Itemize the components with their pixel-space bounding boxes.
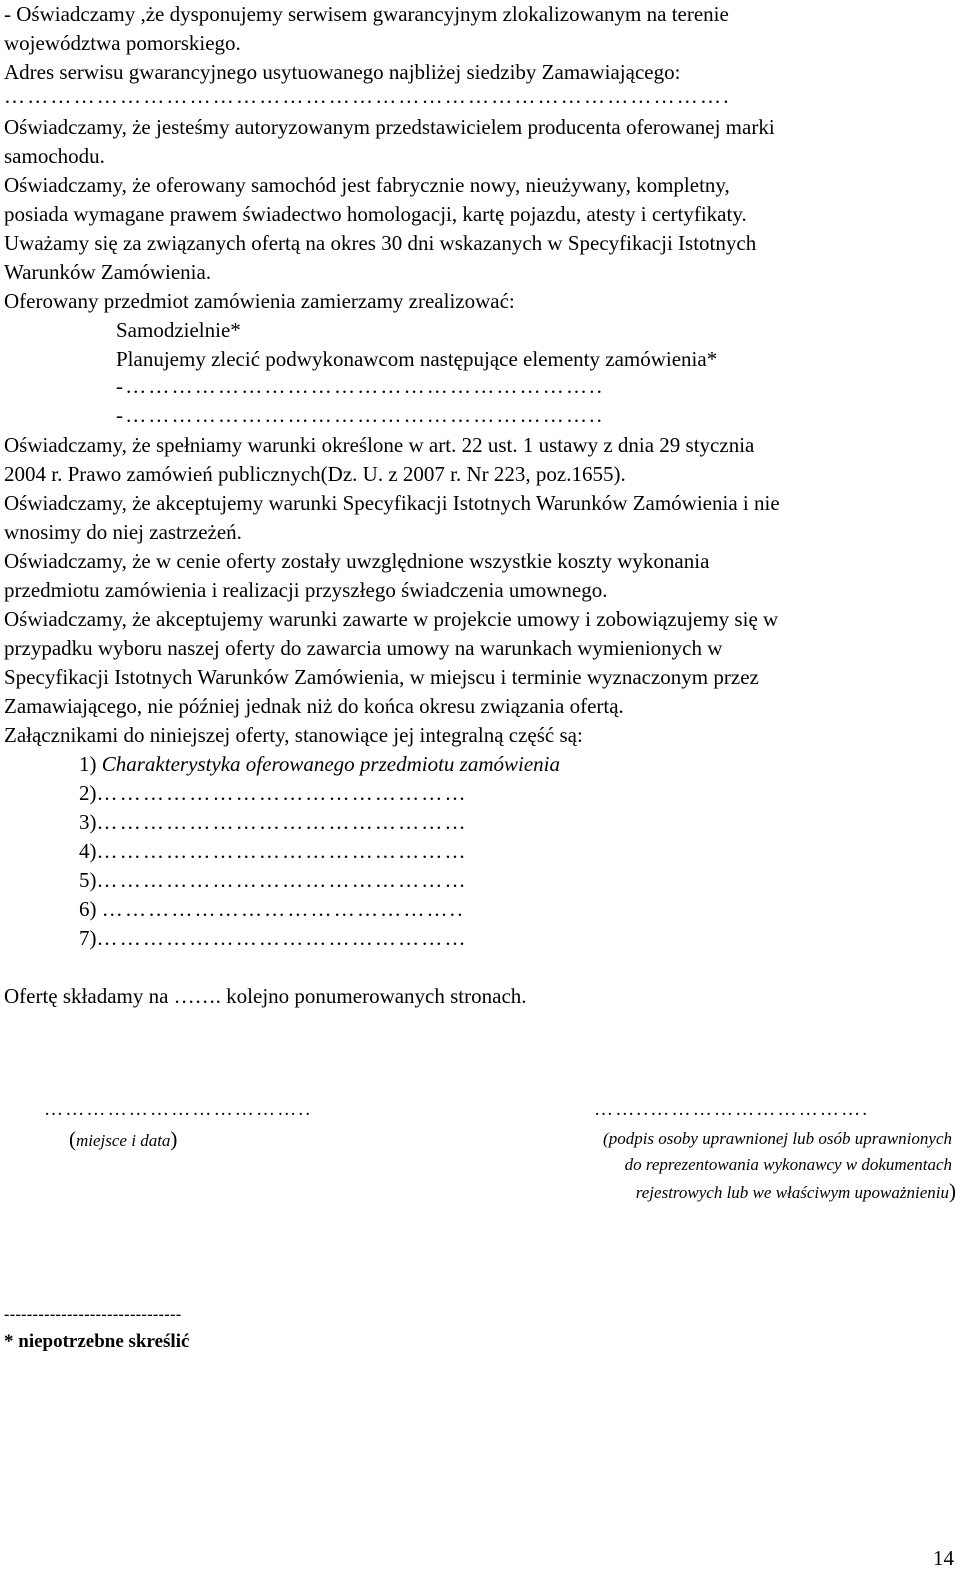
text-line: przypadku wyboru naszej oferty do zawarcia umowy na warunkach wymienionych w [4,636,723,660]
text-line: Oświadczamy, że oferowany samochód jest fabrycznie nowy, nieużywany, kompletny, [4,173,730,197]
text-line: samochodu. [4,144,105,168]
text-line: - Oświadczamy ,że dysponujemy serwisem gwarancyjnym zlokalizowanym na terenie [4,2,729,26]
text-line: posiada wymagane prawem świadectwo homologacji, kartę pojazdu, atesty i certyfikaty. [4,202,747,226]
signature-caption-line: do reprezentowania wykonawcy w dokumentach [624,1155,952,1174]
text-line: Załącznikami do niniejszej oferty, stanowiące jej integralną część są: [4,723,583,747]
text-line: 2004 r. Prawo zamówień publicznych(Dz. U. z 2007 r. Nr 223, poz.1655). [4,462,626,486]
attachment-item [79,837,468,866]
attachment-number: 2) [79,781,97,805]
page-number: 14 [933,1546,954,1570]
place-date-caption: (miejsce i data) [69,1127,178,1151]
attachment-number: 1) [79,752,102,776]
attachment-text: Charakterystyka oferowanego przedmiotu zamówienia [101,752,561,776]
attachment-item [79,808,468,837]
text-line: województwa pomorskiego. [4,31,241,55]
attachment-dots: ………………………………………… [96,810,468,834]
text-line: Adres serwisu gwarancyjnego usytuowanego najbliżej siedziby Zamawiającego: [4,60,681,84]
text-line: przedmiotu zamówienia i realizacji przyszłego świadczenia umownego. [4,578,608,602]
text-line: wnosimy do niej zastrzeżeń. [4,520,242,544]
attachment-item [79,866,468,895]
text-line: Zamawiającego, nie później jednak niż do końca okresu związania ofertą. [4,694,624,718]
text-line: Oświadczamy, że akceptujemy warunki Specyfikacji Istotnych Warunków Zamówienia i nie [4,491,780,515]
footnote-text: * niepotrzebne skreślić [4,1331,190,1352]
option-subcontract: Planujemy zlecić podwykonawcom następujące elementy zamówienia* [116,347,718,371]
text-line: Warunków Zamówienia. [4,260,212,284]
text-line: Specyfikacji Istotnych Warunków Zamówienia, w miejscu i terminie wyznaczonym przez [4,665,759,689]
attachment-dots: ………………………………………… [96,926,468,950]
attachment-item [79,779,468,808]
signature-caption-line: rejestrowych lub we właściwym upoważnieniu) [635,1179,956,1203]
attachment-item [79,750,560,779]
place-date-dots: ……………………………….. [44,1099,313,1120]
attachment-number: 5) [79,868,97,892]
attachment-item [79,895,465,924]
option-independent: Samodzielnie* [116,318,241,342]
attachment-dots: ………………………………………… [96,839,468,863]
attachment-number: 4) [79,839,97,863]
signature-dots: ……..…………………………. [594,1099,870,1120]
text-line: Uważamy się za związanych ofertą na okres 30 dni wskazanych w Specyfikacji Istotnych [4,231,757,255]
signature-caption-line: (podpis osoby uprawnionej lub osób uprawnionych [603,1129,952,1148]
text-line: Oświadczamy, że spełniamy warunki określone w art. 22 ust. 1 ustawy z dnia 29 stycznia [4,433,755,457]
attachment-dots: ………………………………………… [96,781,468,805]
attachment-item [79,924,468,953]
attachment-dots: ……………………………………….. [101,897,465,921]
attachment-number: 7) [79,926,97,950]
attachment-number: 6) [79,897,102,921]
text-line: Oświadczamy, że jesteśmy autoryzowanym przedstawicielem producenta oferowanej marki [4,115,775,139]
text-line: Oświadczamy, że w cenie oferty zostały uwzględnione wszystkie koszty wykonania [4,549,710,573]
footnote-rule: ------------------------------- [4,1306,182,1323]
address-dots-line: …………………………………………………………………………………. [4,84,731,108]
attachment-number: 3) [79,810,97,834]
attachment-dots: ………………………………………… [96,868,468,892]
text-line: Oświadczamy, że akceptujemy warunki zawarte w projekcie umowy i zobowiązujemy się w [4,607,779,631]
pages-count-sentence: Ofertę składamy na ……. kolejno ponumerowanych stronach. [4,984,527,1008]
subcontract-dots-line: -…………………………………………………….. [116,403,605,427]
subcontract-dots-line: -…………………………………………………….. [116,374,605,398]
text-line: Oferowany przedmiot zamówienia zamierzamy zrealizować: [4,289,515,313]
